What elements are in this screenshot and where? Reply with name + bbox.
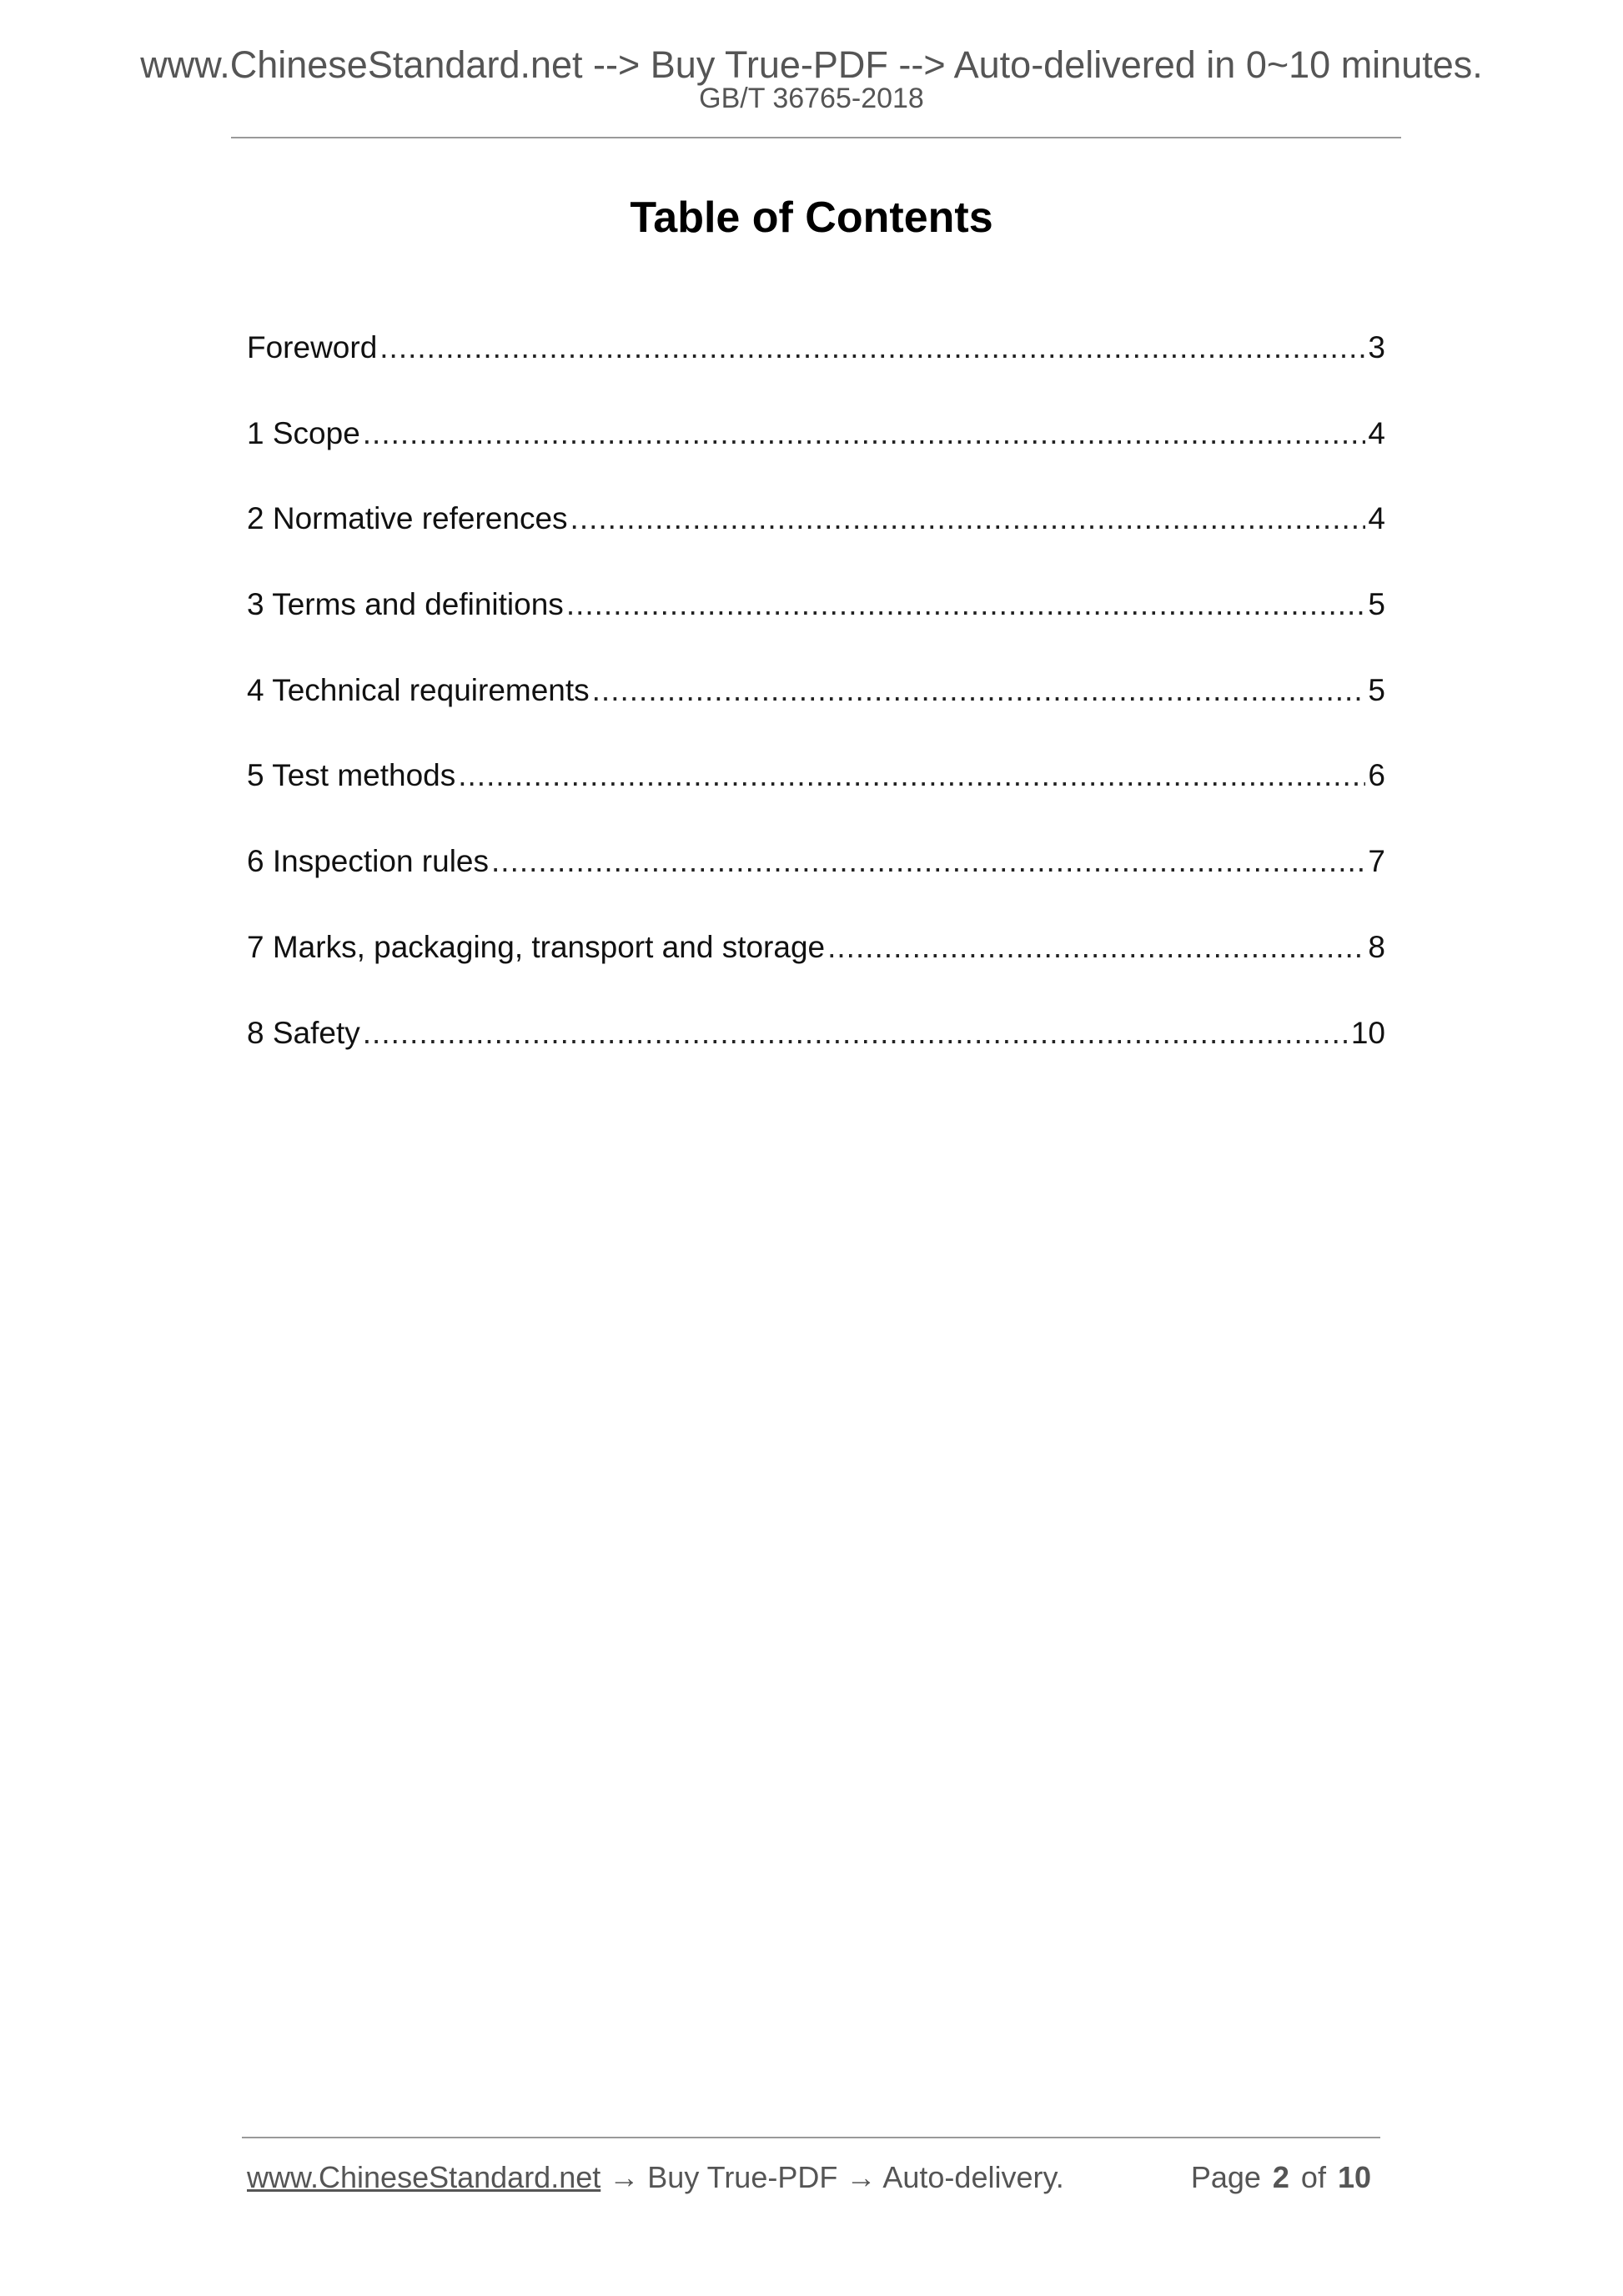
toc-entry-marks-packaging[interactable] bbox=[247, 920, 1385, 1006]
arrow-right-icon: → bbox=[846, 2160, 877, 2194]
toc-leader-dots bbox=[458, 748, 1365, 803]
toc-entry-page: 5 bbox=[1368, 587, 1385, 622]
page-footer bbox=[247, 2157, 1385, 2198]
toc-entry-terms-and-definitions[interactable] bbox=[247, 577, 1385, 663]
toc-entry-technical-requirements[interactable] bbox=[247, 663, 1385, 749]
toc-leader-dots bbox=[491, 834, 1365, 889]
page-of-label: of bbox=[1300, 2160, 1326, 2194]
page-label: Page bbox=[1190, 2160, 1261, 2194]
current-page: 2 bbox=[1272, 2160, 1289, 2194]
toc-leader-dots bbox=[827, 920, 1365, 975]
total-pages: 10 bbox=[1337, 2160, 1371, 2194]
toc-entry-page: 10 bbox=[1350, 1015, 1385, 1050]
toc-entry-label: 5 Test methods bbox=[247, 758, 456, 793]
toc-entry-page: 4 bbox=[1368, 501, 1385, 536]
toc-leader-dots bbox=[592, 663, 1366, 718]
toc-entry-foreword[interactable] bbox=[247, 320, 1385, 406]
footer-website-link[interactable]: www.ChineseStandard.net bbox=[247, 2160, 601, 2194]
header-divider bbox=[231, 137, 1401, 138]
toc-entry-page: 4 bbox=[1368, 415, 1385, 450]
toc-entry-scope[interactable] bbox=[247, 406, 1385, 492]
toc-list bbox=[247, 320, 1385, 1091]
page-number bbox=[1191, 2157, 1371, 2198]
toc-leader-dots bbox=[566, 577, 1366, 632]
footer-auto-text: Auto-delivery. bbox=[882, 2160, 1064, 2194]
toc-leader-dots bbox=[379, 320, 1365, 375]
toc-entry-page: 3 bbox=[1368, 330, 1385, 364]
toc-entry-page: 7 bbox=[1368, 844, 1385, 879]
toc-entry-label: 7 Marks, packaging, transport and storage bbox=[247, 929, 826, 964]
toc-leader-dots bbox=[363, 1006, 1349, 1061]
toc-entry-page: 5 bbox=[1368, 672, 1385, 707]
footer-buy-text: Buy True-PDF bbox=[647, 2160, 838, 2194]
toc-entry-label: Foreword bbox=[247, 330, 378, 364]
toc-entry-label: 6 Inspection rules bbox=[247, 844, 490, 879]
document-code: GB/T 36765-2018 bbox=[699, 83, 924, 114]
toc-entry-test-methods[interactable] bbox=[247, 748, 1385, 834]
toc-entry-label: 1 Scope bbox=[247, 415, 360, 450]
toc-leader-dots bbox=[363, 406, 1366, 461]
footer-promo bbox=[247, 2157, 1064, 2198]
toc-leader-dots bbox=[570, 491, 1366, 546]
toc-title: Table of Contents bbox=[630, 193, 993, 242]
footer-divider bbox=[242, 2137, 1380, 2138]
toc-entry-normative-references[interactable] bbox=[247, 491, 1385, 577]
top-banner: www.ChineseStandard.net --> Buy True-PDF --> Auto-delivered in 0~10 minutes. bbox=[140, 43, 1483, 86]
toc-entry-label: 8 Safety bbox=[247, 1015, 360, 1050]
toc-entry-label: 3 Terms and definitions bbox=[247, 587, 564, 622]
toc-entry-inspection-rules[interactable] bbox=[247, 834, 1385, 920]
toc-entry-label: 4 Technical requirements bbox=[247, 672, 590, 707]
toc-entry-page: 8 bbox=[1368, 929, 1385, 964]
arrow-right-icon: → bbox=[609, 2160, 640, 2194]
toc-entry-page: 6 bbox=[1368, 758, 1385, 793]
toc-entry-label: 2 Normative references bbox=[247, 501, 568, 536]
toc-entry-safety[interactable] bbox=[247, 1006, 1385, 1092]
